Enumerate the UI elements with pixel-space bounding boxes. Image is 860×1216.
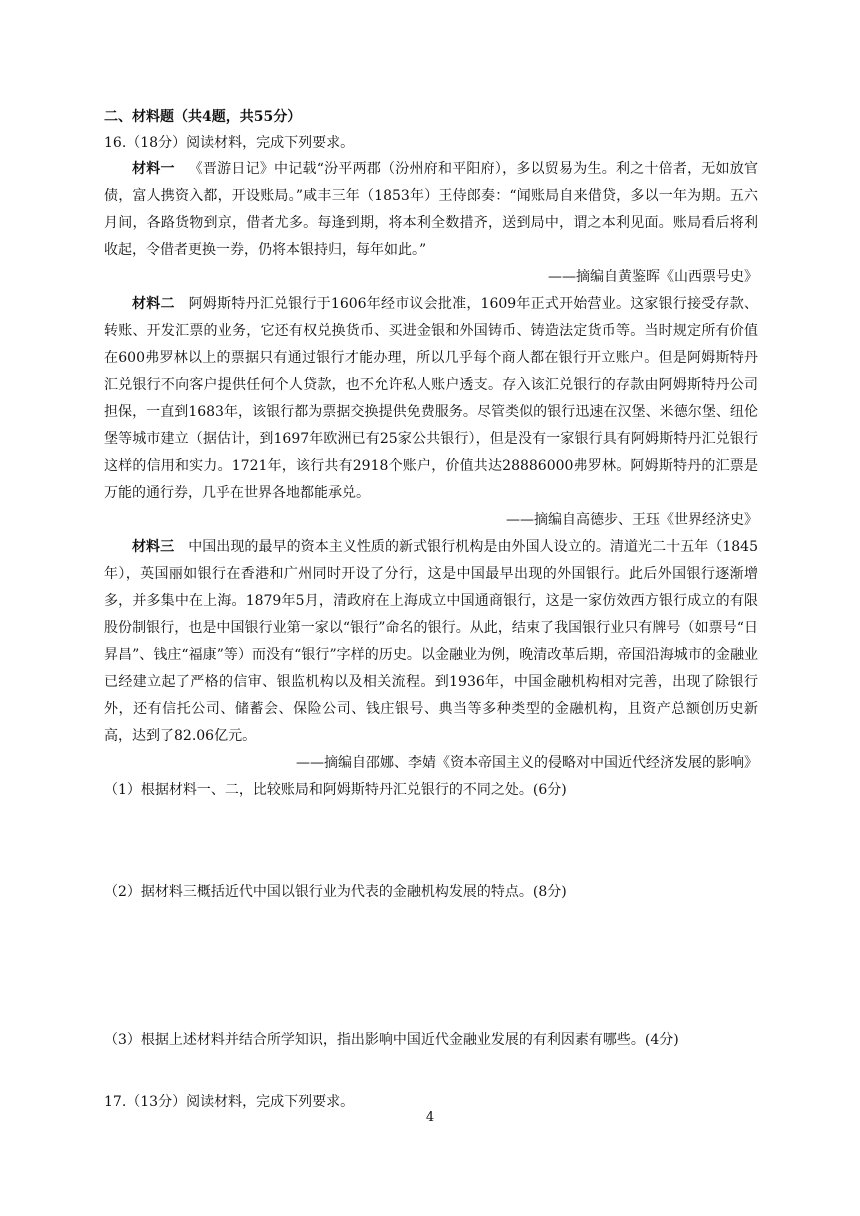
- material-one: [104, 156, 758, 264]
- material-two-text: 阿姆斯特丹汇兑银行于1606年经市议会批准，1609年正式开始营业。这家银行接受存款、转账、开发汇票的业务，它还有权兑换货币、买进金银和外国铸币、铸造法定货币等。当时规定所有价值在600弗罗林以上的票据只有通过银行才能办理，所以几乎每个商人都在银行开立账户。但是阿姆斯特丹汇兑银行不向客户提供任何个人贷款，也不允许私人账户透支。存入该汇兑银行的存款由阿姆斯特丹公司担保，一直到1683年，该银行都为票据交换提供免费服务。尽管类似的银行迅速在汉堡、米德尔堡、纽伦堡等城市建立（据估计，到1697年欧洲已有25家公共银行），但是没有一家银行具有阿姆斯特丹汇兑银行这样的信用和实力。1721年，该行共有2918个账户，价值共达28886000弗罗林。阿姆斯特丹的汇票是万能的通行券，几乎在世界各地都能承兑。: [104, 296, 758, 501]
- material-three-source: ——摘编自邵娜、李婧《资本帝国主义的侵略对中国近代经济发展的影响》: [296, 755, 758, 771]
- material-three: [104, 534, 758, 750]
- material-three-text: 中国出现的最早的资本主义性质的新式银行机构是由外国人设立的。清道光二十五年（1845年），英国丽如银行在香港和广州同时开设了分行，这是中国最早出现的外国银行。此后外国银行逐渐增多，并多集中在上海。1879年5月，清政府在上海成立中国通商银行，这是一家仿效西方银行成立的有限股份制银行，也是中国银行业第一家以“银行”命名的银行。从此，结束了我国银行业只有牌号（如票号“日昇昌”、钱庄“福康”等）而没有“银行”字样的历史。以金融业为例，晚清改革后期，帝国沿海城市的金融业已经建立起了严格的信审、银监机构以及相关流程。到1936年，中国金融机构相对完善，出现了除银行外，还有信托公司、储蓄会、保险公司、钱庄银号、典当等多种类型的金融机构，且资产总额创历史新高，达到了82.06亿元。: [104, 539, 759, 744]
- material-one-text: 《晋游日记》中记载“汾平两郡（汾州府和平阳府），多以贸易为生。利之十倍者，无如放官债，富人携资入都，开设账局。”咸丰三年（1853年）王侍郎奏：“闻账局自来借贷，多以一年为期。五六月间，各路货物到京，借者尤多。每逢到期，将本利全数措齐，送到局中，谓之本利见面。账局看后将利收起，令借者更换一券，仍将本银持归，每年如此。”: [104, 161, 758, 258]
- answer-space-2: [104, 905, 758, 1027]
- answer-space-3: [104, 1053, 758, 1089]
- material-two: [104, 291, 758, 507]
- material-three-label: 材料三: [132, 539, 175, 555]
- page-number: 4: [425, 1110, 435, 1125]
- answer-space-1: [104, 803, 758, 879]
- material-two-source: ——摘编自高德步、王珏《世界经济史》: [506, 512, 758, 528]
- subquestion-2: （2）据材料三概括近代中国以银行业为代表的金融机构发展的特点。(8分): [104, 884, 567, 900]
- subquestion-1: （1）根据材料一、二，比较账局和阿姆斯特丹汇兑银行的不同之处。(6分): [104, 782, 567, 798]
- material-one-label: 材料一: [132, 161, 175, 177]
- question-16-stem: 16.（18分）阅读材料，完成下列要求。: [104, 135, 355, 151]
- question-17-stem: 17.（13分）阅读材料，完成下列要求。: [104, 1094, 355, 1110]
- exam-page-content: [104, 104, 758, 1115]
- section-heading: 二、材料题（共4题，共55分）: [104, 109, 302, 125]
- material-one-source: ——摘编自黄鉴晖《山西票号史》: [548, 269, 758, 285]
- material-two-label: 材料二: [132, 296, 175, 312]
- subquestion-3: （3）根据上述材料并结合所学知识，指出影响中国近代金融业发展的有利因素有哪些。(4分): [104, 1032, 679, 1048]
